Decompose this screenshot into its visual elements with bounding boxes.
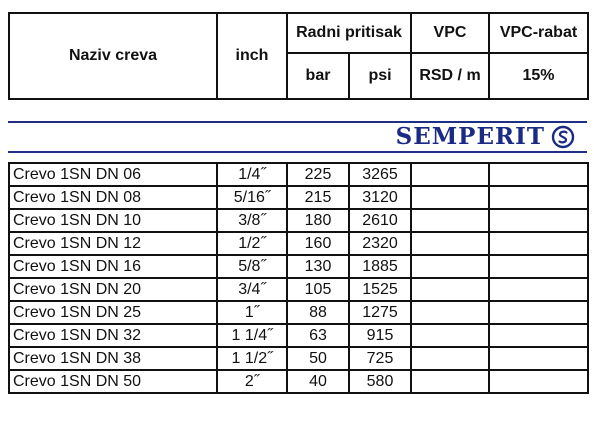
cell-bar: 40 [287,370,349,393]
table-row [9,278,588,301]
cell-name: Crevo 1SN DN 06 [9,163,217,186]
cell-vpc-rabat [489,186,588,209]
logo-text: SEMPERIT [395,123,545,150]
cell-bar: 160 [287,232,349,255]
brand-strip [8,117,587,157]
cell-inch: 1/4˝ [217,163,287,186]
header-inch: inch [217,13,287,99]
cell-vpc [411,232,489,255]
divider-bottom [8,151,587,153]
cell-psi: 1275 [349,301,411,324]
cell-name: Crevo 1SN DN 12 [9,232,217,255]
cell-vpc-rabat [489,324,588,347]
cell-vpc [411,278,489,301]
cell-psi: 3265 [349,163,411,186]
header-bar: bar [287,53,349,99]
cell-inch: 1˝ [217,301,287,324]
cell-inch: 5/8˝ [217,255,287,278]
cell-psi: 2320 [349,232,411,255]
cell-vpc [411,186,489,209]
cell-inch: 2˝ [217,370,287,393]
cell-psi: 1525 [349,278,411,301]
header-vpc-unit: RSD / m [411,53,489,99]
cell-vpc-rabat [489,370,588,393]
cell-psi: 580 [349,370,411,393]
cell-vpc [411,255,489,278]
cell-psi: 915 [349,324,411,347]
table-row [9,209,588,232]
cell-bar: 63 [287,324,349,347]
cell-inch: 1 1/2˝ [217,347,287,370]
cell-vpc-rabat [489,232,588,255]
cell-psi: 3120 [349,186,411,209]
cell-name: Crevo 1SN DN 08 [9,186,217,209]
cell-vpc-rabat [489,255,588,278]
cell-bar: 105 [287,278,349,301]
cell-name: Crevo 1SN DN 32 [9,324,217,347]
hose-price-table [8,162,589,394]
cell-inch: 1/2˝ [217,232,287,255]
cell-name: Crevo 1SN DN 38 [9,347,217,370]
table-row [9,370,588,393]
cell-vpc [411,209,489,232]
cell-vpc-rabat [489,301,588,324]
cell-inch: 3/8˝ [217,209,287,232]
cell-vpc-rabat [489,163,588,186]
table-row [9,163,588,186]
table-row [9,347,588,370]
cell-bar: 180 [287,209,349,232]
semperit-logo [396,123,575,150]
cell-inch: 5/16˝ [217,186,287,209]
table-row [9,255,588,278]
header-vpc: VPC [411,13,489,53]
header-naziv: Naziv creva [9,13,217,99]
table-row [9,301,588,324]
header-radni-pritisak: Radni pritisak [287,13,411,53]
cell-vpc [411,347,489,370]
table-row [9,232,588,255]
table-row [9,324,588,347]
cell-inch: 1 1/4˝ [217,324,287,347]
cell-bar: 50 [287,347,349,370]
cell-psi: 1885 [349,255,411,278]
cell-inch: 3/4˝ [217,278,287,301]
cell-name: Crevo 1SN DN 16 [9,255,217,278]
cell-name: Crevo 1SN DN 25 [9,301,217,324]
cell-bar: 88 [287,301,349,324]
cell-vpc-rabat [489,347,588,370]
cell-name: Crevo 1SN DN 10 [9,209,217,232]
cell-vpc [411,370,489,393]
cell-bar: 225 [287,163,349,186]
cell-psi: 2610 [349,209,411,232]
cell-vpc [411,163,489,186]
header-vpc-rabat: VPC-rabat [489,13,588,53]
cell-name: Crevo 1SN DN 20 [9,278,217,301]
cell-name: Crevo 1SN DN 50 [9,370,217,393]
cell-psi: 725 [349,347,411,370]
cell-vpc [411,301,489,324]
cell-vpc-rabat [489,209,588,232]
cell-bar: 215 [287,186,349,209]
header-rabat-value: 15% [489,53,588,99]
header-table [8,12,589,100]
cell-vpc-rabat [489,278,588,301]
table-row [9,186,588,209]
header-psi: psi [349,53,411,99]
semperit-mark-icon [551,125,575,149]
cell-bar: 130 [287,255,349,278]
cell-vpc [411,324,489,347]
